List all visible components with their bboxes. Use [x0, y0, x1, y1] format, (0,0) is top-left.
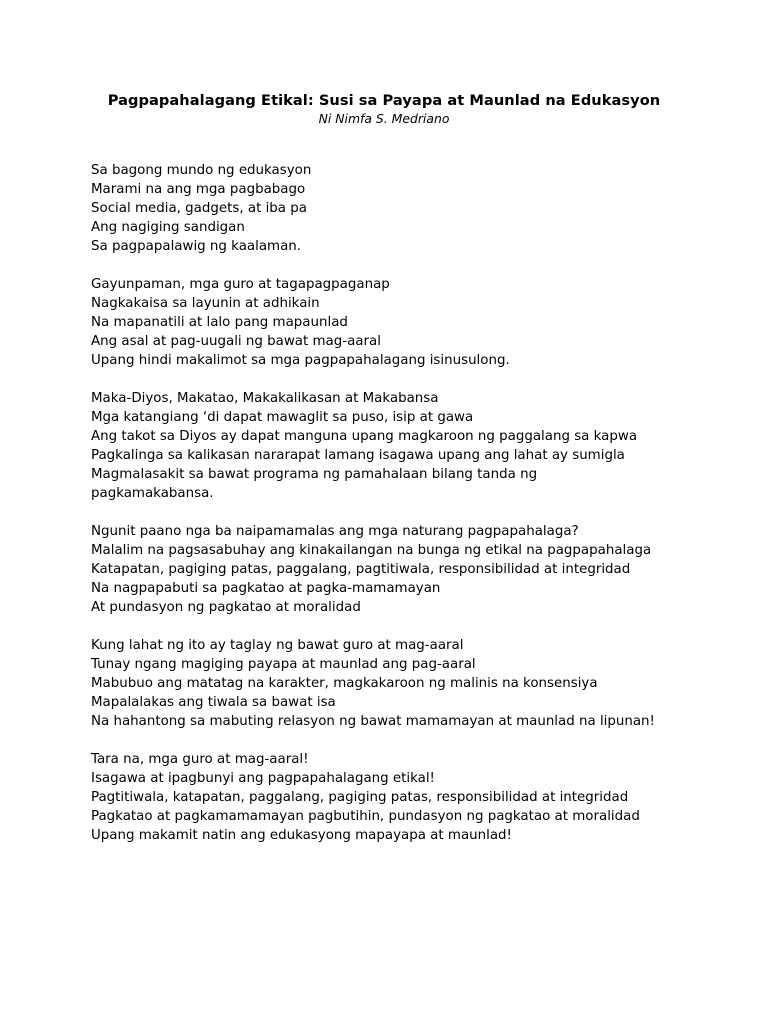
stanza-3 — [91, 389, 751, 503]
poem-line: Mga katangiang ‘di dapat mawaglit sa puso, isip at gawa — [91, 410, 474, 425]
poem-line: Pagkalinga sa kalikasan nararapat lamang isagawa upang ang lahat ay sumigla — [91, 448, 625, 463]
poem-line: Tunay ngang magiging payapa at maunlad ang pag-aaral — [91, 657, 476, 672]
poem-line: Tara na, mga guro at mag-aaral! — [91, 752, 309, 767]
poem-line: Malalim na pagsasabuhay ang kinakailangan na bunga ng etikal na pagpapahalaga — [91, 543, 652, 558]
poem-line: Na nagpapabuti sa pagkatao at pagka-mamamayan — [91, 581, 441, 596]
poem-line: Mapalalakas ang tiwala sa bawat isa — [91, 695, 336, 710]
poem-author: Ni Nimfa S. Medriano — [318, 111, 450, 126]
poem-line: Maka-Diyos, Makatao, Makakalikasan at Makabansa — [91, 391, 439, 406]
poem-line: Sa pagpapalawig ng kaalaman. — [91, 239, 302, 254]
stanza-4 — [91, 522, 751, 617]
poem-line: pagkamakabansa. — [91, 486, 214, 501]
poem-line: Social media, gadgets, at iba pa — [91, 201, 307, 216]
poem-line: At pundasyon ng pagkatao at moralidad — [91, 600, 361, 615]
poem-line: Pagkatao at pagkamamamayan pagbutihin, pundasyon ng pagkatao at moralidad — [91, 809, 640, 824]
poem-body — [91, 161, 751, 864]
poem-line: Upang makamit natin ang edukasyong mapayapa at maunlad! — [91, 828, 512, 843]
poem-line: Sa bagong mundo ng edukasyon — [91, 163, 312, 178]
poem-line: Isagawa at ipagbunyi ang pagpapahalagang etikal! — [91, 771, 435, 786]
poem-line: Ang asal at pag-uugali ng bawat mag-aaral — [91, 334, 381, 349]
poem-title: Pagpapahalagang Etikal: Susi sa Payapa at Maunlad na Edukasyon — [107, 92, 661, 109]
poem-line: Pagtitiwala, katapatan, paggalang, pagiging patas, responsibilidad at integridad — [91, 790, 629, 805]
poem-line: Magmalasakit sa bawat programa ng pamahalaan bilang tanda ng — [91, 467, 538, 482]
poem-line: Ngunit paano nga ba naipamamalas ang mga naturang pagpapahalaga? — [91, 524, 579, 539]
stanza-1 — [91, 161, 751, 256]
poem-line: Ang takot sa Diyos ay dapat manguna upang magkaroon ng paggalang sa kapwa — [91, 429, 638, 444]
poem-line: Marami na ang mga pagbabago — [91, 182, 306, 197]
poem-line: Gayunpaman, mga guro at tagapagpaganap — [91, 277, 390, 292]
poem-line: Katapatan, pagiging patas, paggalang, pagtitiwala, responsibilidad at integridad — [91, 562, 631, 577]
poem-line: Mabubuo ang matatag na karakter, magkakaroon ng malinis na konsensiya — [91, 676, 598, 691]
poem-line: Nagkakaisa sa layunin at adhikain — [91, 296, 320, 311]
poem-line: Ang nagiging sandigan — [91, 220, 245, 235]
poem-line: Kung lahat ng ito ay taglay ng bawat guro at mag-aaral — [91, 638, 464, 653]
stanza-6 — [91, 750, 751, 845]
poem-line: Upang hindi makalimot sa mga pagpapahalagang isinusulong. — [91, 353, 510, 368]
stanza-5 — [91, 636, 751, 731]
stanza-2 — [91, 275, 751, 370]
poem-line: Na hahantong sa mabuting relasyon ng bawat mamamayan at maunlad na lipunan! — [91, 714, 655, 729]
poem-line: Na mapanatili at lalo pang mapaunlad — [91, 315, 348, 330]
